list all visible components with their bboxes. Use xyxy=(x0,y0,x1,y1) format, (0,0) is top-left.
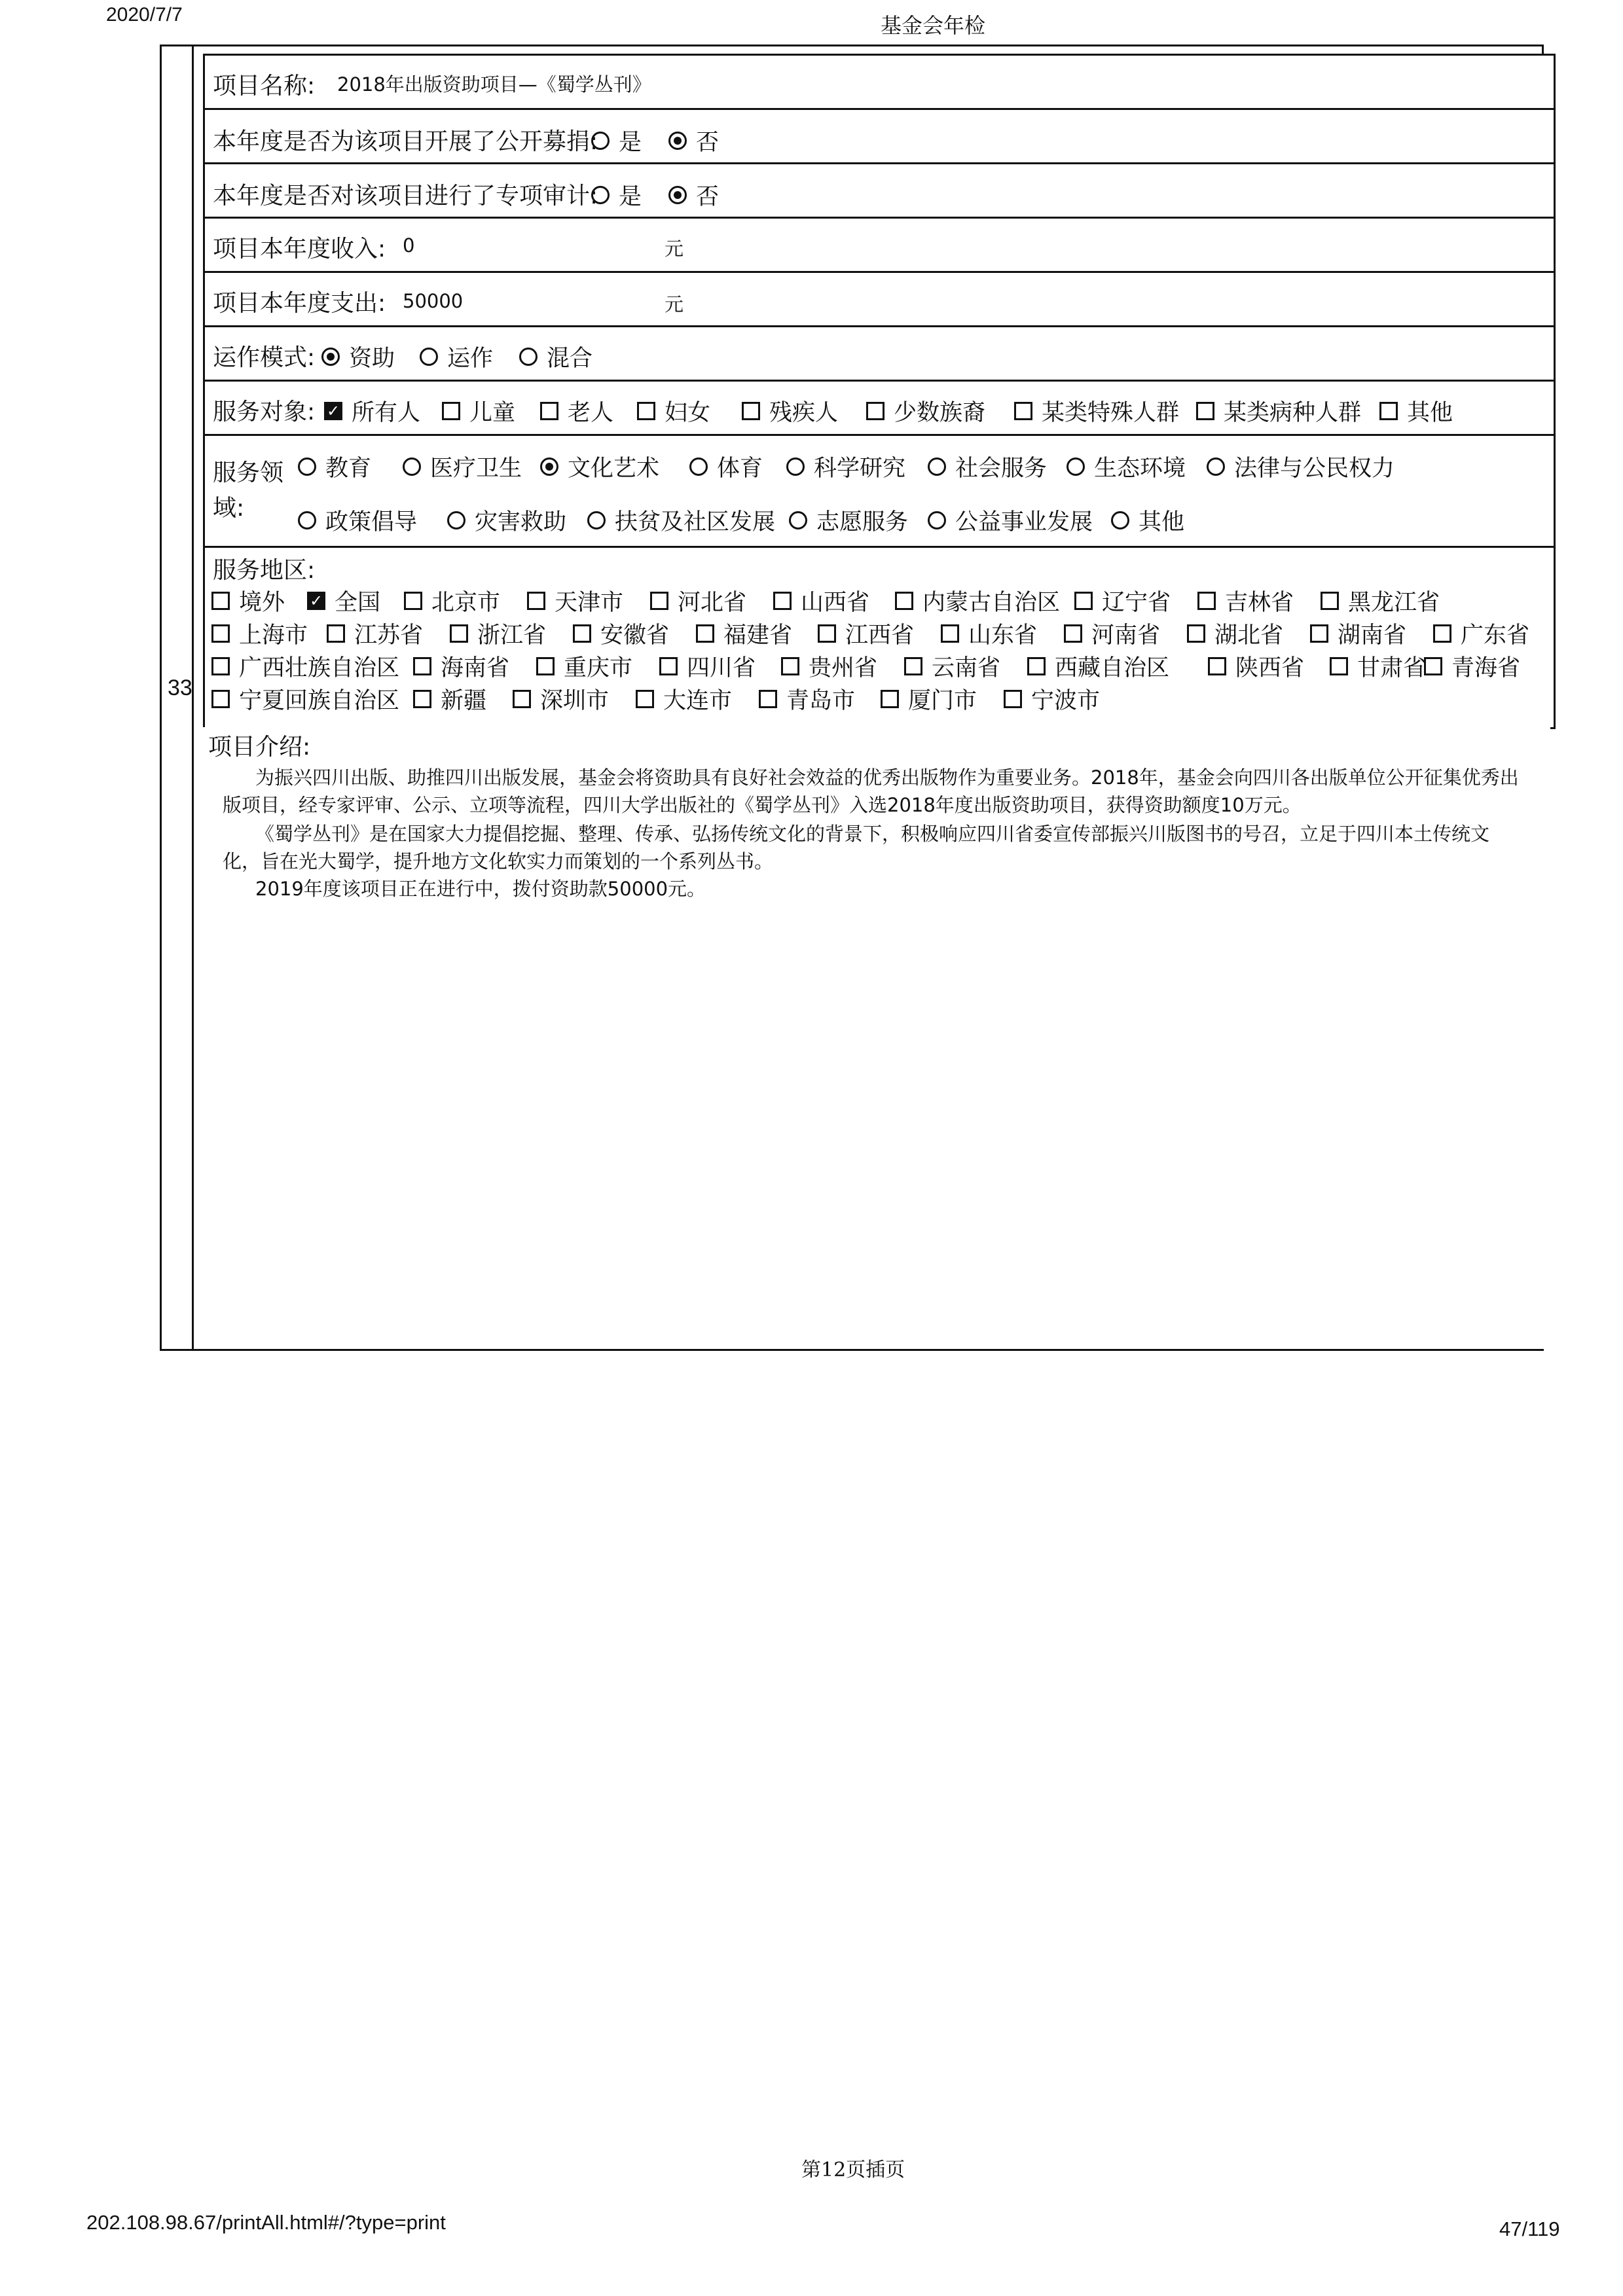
public-fundraising-row xyxy=(203,108,1556,164)
checkbox[interactable] xyxy=(413,690,431,708)
special-audit-no-option[interactable]: 否 xyxy=(668,179,719,211)
radio-yes[interactable] xyxy=(591,132,610,150)
checkbox[interactable] xyxy=(211,657,230,675)
checkbox[interactable] xyxy=(1208,657,1226,675)
checkbox[interactable] xyxy=(211,690,230,708)
public-fundraising-yes-option[interactable]: 是 xyxy=(591,124,642,157)
service-regions-label: 服务地区: xyxy=(213,557,316,584)
special-audit-yes-option[interactable]: 是 xyxy=(591,179,642,211)
income-row xyxy=(203,217,1556,273)
radio[interactable] xyxy=(587,511,606,529)
target-other[interactable]: 其他 xyxy=(1379,395,1453,427)
region-jilin[interactable]: 吉林省 xyxy=(1197,584,1294,617)
radio[interactable] xyxy=(789,511,807,529)
intro-paragraph-line: 2019年度该项目正在进行中，拨付资助款50000元。 xyxy=(255,878,706,900)
checkbox[interactable] xyxy=(1321,592,1339,610)
operation-mode-row xyxy=(203,325,1556,382)
intro-paragraph-line: 《蜀学丛刊》是在国家大力提倡挖掘、整理、传承、弘扬传统文化的背景下，积极响应四川省委宣传部振兴川版图书的号召，立足于四川本土传统文 xyxy=(255,823,1490,845)
row-number: 33 xyxy=(168,675,192,700)
target-special-groups[interactable]: 某类特殊人群 xyxy=(1014,395,1179,427)
field-culture-arts[interactable]: 文化艺术 xyxy=(540,450,659,483)
project-intro-label: 项目介绍: xyxy=(208,734,311,761)
field-healthcare[interactable]: 医疗卫生 xyxy=(403,450,522,483)
checkbox-checked[interactable]: ✓ xyxy=(324,402,342,420)
checkbox[interactable] xyxy=(696,624,714,643)
radio[interactable] xyxy=(786,457,805,476)
region-dalian[interactable]: 大连市 xyxy=(636,683,732,715)
field-law-civil-rights[interactable]: 法律与公民权力 xyxy=(1207,450,1395,483)
checkbox[interactable] xyxy=(1064,624,1082,643)
checkbox[interactable] xyxy=(659,657,678,675)
checkbox[interactable] xyxy=(1197,592,1216,610)
region-shanxi[interactable]: 山西省 xyxy=(773,584,869,617)
field-public-welfare[interactable]: 公益事业发展 xyxy=(928,504,1093,537)
checkbox[interactable] xyxy=(1027,657,1046,675)
target-women[interactable]: 妇女 xyxy=(637,395,710,427)
radio[interactable] xyxy=(928,457,946,476)
region-qingdao[interactable]: 青岛市 xyxy=(759,683,855,715)
region-henan[interactable]: 河南省 xyxy=(1064,617,1160,650)
income-unit: 元 xyxy=(665,238,684,260)
checkbox[interactable] xyxy=(1004,690,1022,708)
region-beijing[interactable]: 北京市 xyxy=(404,584,500,617)
expense-label: 项目本年度支出: xyxy=(213,290,386,317)
service-targets-label: 服务对象: xyxy=(213,399,316,425)
region-xinjiang[interactable]: 新疆 xyxy=(413,683,486,715)
region-guangdong[interactable]: 广东省 xyxy=(1433,617,1529,650)
region-jiangsu[interactable]: 江苏省 xyxy=(327,617,423,650)
region-zhejiang[interactable]: 浙江省 xyxy=(450,617,546,650)
checkbox[interactable] xyxy=(1074,592,1093,610)
field-poverty-community[interactable]: 扶贫及社区发展 xyxy=(587,504,775,537)
checkbox[interactable] xyxy=(1187,624,1205,643)
page-count: 47/119 xyxy=(1499,2217,1560,2240)
operation-mode-label: 运作模式: xyxy=(213,344,316,371)
checkbox[interactable] xyxy=(759,690,777,708)
page-title: 基金会年检 xyxy=(881,13,986,38)
region-ningbo[interactable]: 宁波市 xyxy=(1004,683,1100,715)
target-children[interactable]: 儿童 xyxy=(442,395,515,427)
project-name-row xyxy=(203,54,1556,110)
radio-funding[interactable] xyxy=(321,348,340,366)
checkbox[interactable] xyxy=(413,657,431,675)
radio[interactable] xyxy=(298,457,316,476)
checkbox-checked[interactable]: ✓ xyxy=(307,592,325,610)
radio[interactable] xyxy=(1111,511,1129,529)
expense-row xyxy=(203,271,1556,327)
region-anhui[interactable]: 安徽省 xyxy=(573,617,669,650)
region-sichuan[interactable]: 四川省 xyxy=(659,650,756,683)
service-targets-row xyxy=(203,380,1556,436)
special-audit-label: 本年度是否对该项目进行了专项审计: xyxy=(213,183,598,209)
checkbox[interactable] xyxy=(327,624,345,643)
radio[interactable] xyxy=(298,511,316,529)
radio-no[interactable] xyxy=(668,186,687,204)
region-hunan[interactable]: 湖南省 xyxy=(1310,617,1406,650)
checkbox[interactable] xyxy=(536,657,555,675)
field-ecology[interactable]: 生态环境 xyxy=(1067,450,1186,483)
region-hebei[interactable]: 河北省 xyxy=(650,584,746,617)
field-sports[interactable]: 体育 xyxy=(689,450,763,483)
field-social-service[interactable]: 社会服务 xyxy=(928,450,1047,483)
checkbox[interactable] xyxy=(881,690,899,708)
field-other[interactable]: 其他 xyxy=(1111,504,1184,537)
checkbox[interactable] xyxy=(636,690,654,708)
region-shenzhen[interactable]: 深圳市 xyxy=(513,683,609,715)
project-name-label: 项目名称: xyxy=(213,73,316,99)
print-date: 2020/7/7 xyxy=(106,4,183,26)
region-overseas[interactable]: 境外 xyxy=(211,584,285,617)
checkbox[interactable] xyxy=(404,592,422,610)
region-tianjin[interactable]: 天津市 xyxy=(527,584,623,617)
checkbox[interactable] xyxy=(527,592,545,610)
checkbox[interactable] xyxy=(1014,402,1032,420)
service-fields-row xyxy=(203,434,1556,548)
operation-mode-option-funding[interactable]: 资助 xyxy=(321,340,395,373)
field-volunteer[interactable]: 志愿服务 xyxy=(789,504,908,537)
field-policy-advocacy[interactable]: 政策倡导 xyxy=(298,504,417,537)
page-note: 第12页插页 xyxy=(801,2159,905,2181)
service-fields-label-line2: 域: xyxy=(213,495,245,522)
checkbox[interactable] xyxy=(866,402,884,420)
radio-no[interactable] xyxy=(668,132,687,150)
field-research[interactable]: 科学研究 xyxy=(786,450,905,483)
income-value: 0 xyxy=(403,234,415,257)
checkbox[interactable] xyxy=(513,690,531,708)
target-ethnic-minorities[interactable]: 少数族裔 xyxy=(866,395,985,427)
checkbox[interactable] xyxy=(650,592,668,610)
special-audit-row xyxy=(203,162,1556,219)
radio-yes[interactable] xyxy=(591,186,610,204)
radio[interactable] xyxy=(403,457,421,476)
radio-selected[interactable] xyxy=(540,457,558,476)
target-disabled[interactable]: 残疾人 xyxy=(742,395,838,427)
region-yunnan[interactable]: 云南省 xyxy=(904,650,1000,683)
service-regions-row xyxy=(203,546,1556,729)
region-heilongjiang[interactable]: 黑龙江省 xyxy=(1321,584,1440,617)
checkbox[interactable] xyxy=(904,657,922,675)
intro-paragraph-line: 版项目，经专家评审、公示、立项等流程，四川大学出版社的《蜀学丛刊》入选2018年度出版资助项目，获得资助额度10万元。 xyxy=(223,794,1302,816)
public-fundraising-no-option[interactable]: 否 xyxy=(668,124,719,157)
page-url: 202.108.98.67/printAll.html#/?type=print xyxy=(86,2211,446,2234)
region-guangxi[interactable]: 广西壮族自治区 xyxy=(211,650,399,683)
radio[interactable] xyxy=(928,511,946,529)
checkbox[interactable] xyxy=(1433,624,1451,643)
checkbox[interactable] xyxy=(818,624,836,643)
region-ningxia[interactable]: 宁夏回族自治区 xyxy=(211,683,399,715)
region-guizhou[interactable]: 贵州省 xyxy=(781,650,877,683)
checkbox[interactable] xyxy=(442,402,460,420)
region-shanghai[interactable]: 上海市 xyxy=(211,617,308,650)
checkbox[interactable] xyxy=(895,592,913,610)
radio[interactable] xyxy=(1067,457,1085,476)
region-hainan[interactable]: 海南省 xyxy=(413,650,509,683)
region-qinghai[interactable]: 青海省 xyxy=(1424,650,1520,683)
public-fundraising-label: 本年度是否为该项目开展了公开募捐: xyxy=(213,128,598,155)
checkbox[interactable] xyxy=(1424,657,1442,675)
target-elderly[interactable]: 老人 xyxy=(540,395,613,427)
service-fields-label-line1: 服务领 xyxy=(213,459,284,486)
checkbox[interactable] xyxy=(1330,657,1348,675)
region-jiangxi[interactable]: 江西省 xyxy=(818,617,914,650)
checkbox[interactable] xyxy=(1196,402,1214,420)
region-shaanxi[interactable]: 陕西省 xyxy=(1208,650,1304,683)
checkbox[interactable] xyxy=(941,624,959,643)
region-chongqing[interactable]: 重庆市 xyxy=(536,650,632,683)
region-inner-mongolia[interactable]: 内蒙古自治区 xyxy=(895,584,1060,617)
checkbox[interactable] xyxy=(1310,624,1328,643)
target-disease-groups[interactable]: 某类病种人群 xyxy=(1196,395,1361,427)
radio-mixed[interactable] xyxy=(519,348,538,366)
intro-paragraph-line: 化，旨在光大蜀学，提升地方文化软实力而策划的一个系列丛书。 xyxy=(223,850,774,872)
project-name-value: 2018年出版资助项目—《蜀学丛刊》 xyxy=(337,73,651,96)
region-national[interactable]: ✓ 全国 xyxy=(307,584,380,617)
checkbox[interactable] xyxy=(211,592,230,610)
intro-paragraph-line: 为振兴四川出版、助推四川出版发展，基金会将资助具有良好社会效益的优秀出版物作为重要业务。2018年，基金会向四川各出版单位公开征集优秀出 xyxy=(255,766,1519,789)
region-hubei[interactable]: 湖北省 xyxy=(1187,617,1283,650)
checkbox[interactable] xyxy=(773,592,792,610)
income-label: 项目本年度收入: xyxy=(213,236,386,262)
radio-operation[interactable] xyxy=(420,348,438,366)
checkbox[interactable] xyxy=(450,624,468,643)
target-all[interactable]: ✓ 所有人 xyxy=(324,395,420,427)
checkbox[interactable] xyxy=(781,657,799,675)
checkbox[interactable] xyxy=(742,402,760,420)
expense-value: 50000 xyxy=(403,290,464,312)
region-gansu[interactable]: 甘肃省 xyxy=(1330,650,1426,683)
radio[interactable] xyxy=(689,457,708,476)
checkbox[interactable] xyxy=(1379,402,1398,420)
region-tibet[interactable]: 西藏自治区 xyxy=(1027,650,1169,683)
operation-mode-option-mixed[interactable]: 混合 xyxy=(519,340,593,373)
region-fujian[interactable]: 福建省 xyxy=(696,617,792,650)
region-shandong[interactable]: 山东省 xyxy=(941,617,1037,650)
checkbox[interactable] xyxy=(637,402,655,420)
checkbox[interactable] xyxy=(211,624,230,643)
expense-unit: 元 xyxy=(665,293,684,315)
radio[interactable] xyxy=(447,511,465,529)
field-disaster-relief[interactable]: 灾害救助 xyxy=(447,504,566,537)
region-xiamen[interactable]: 厦门市 xyxy=(881,683,977,715)
region-liaoning[interactable]: 辽宁省 xyxy=(1074,584,1171,617)
radio[interactable] xyxy=(1207,457,1225,476)
field-education[interactable]: 教育 xyxy=(298,450,371,483)
operation-mode-option-operation[interactable]: 运作 xyxy=(420,340,493,373)
checkbox[interactable] xyxy=(573,624,591,643)
checkbox[interactable] xyxy=(540,402,558,420)
